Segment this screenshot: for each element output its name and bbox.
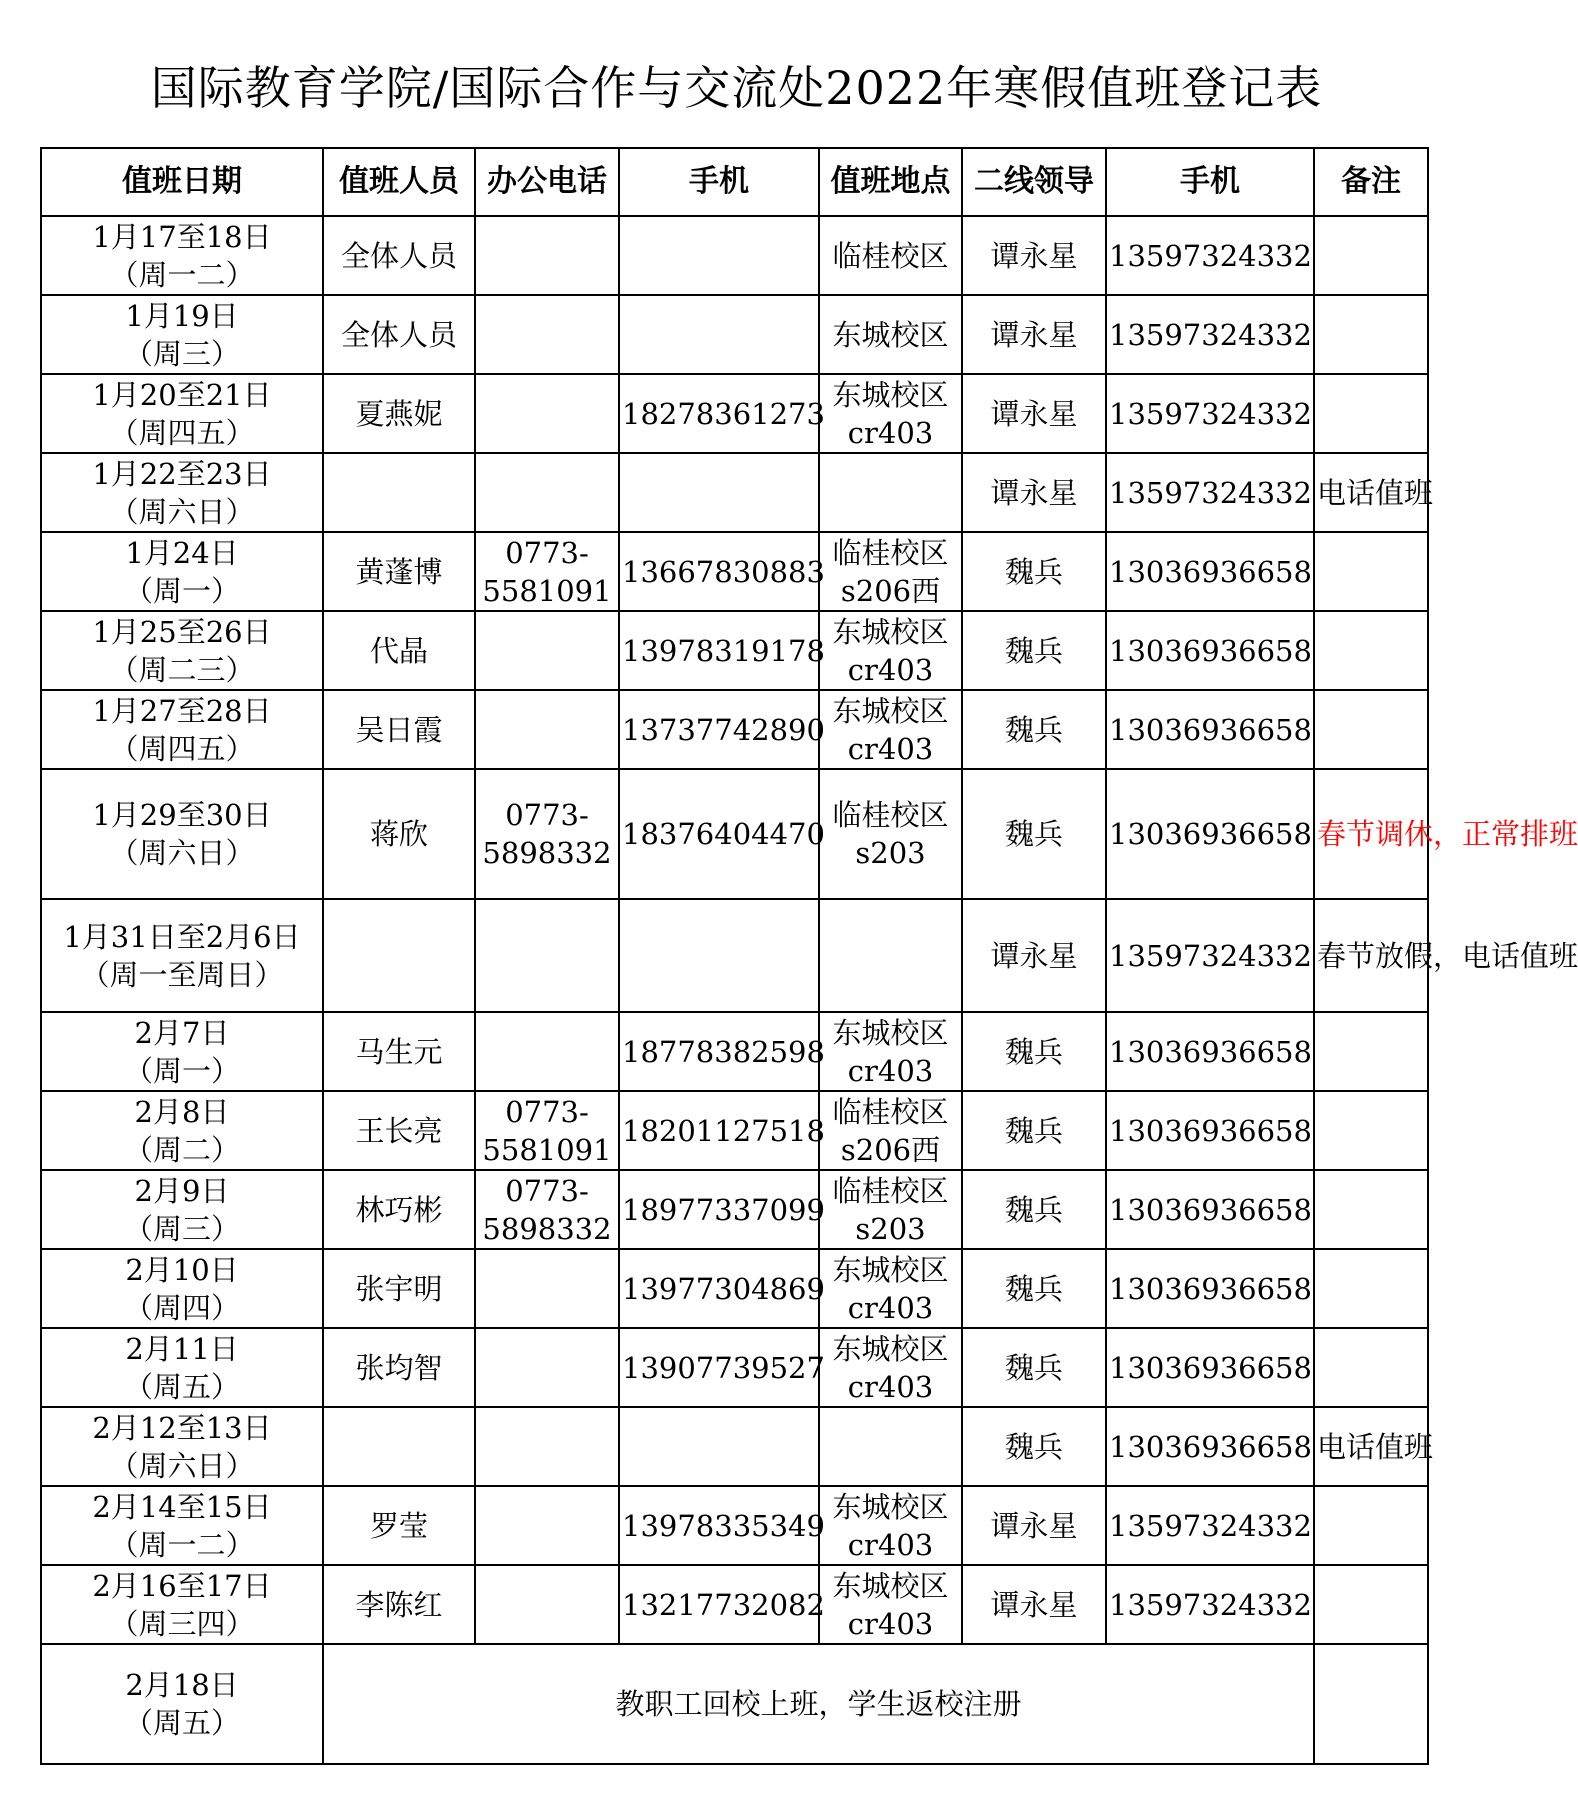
location-room: s206西	[840, 1132, 941, 1167]
table-row	[41, 1486, 1428, 1565]
date-cell	[41, 899, 323, 1012]
note-cell	[1314, 532, 1428, 611]
office-phone-cell	[475, 1328, 619, 1407]
office-phone-number: 5581091	[482, 1132, 612, 1167]
location-campus: 东城校区	[832, 1015, 949, 1050]
staff-cell: 罗莹	[323, 1486, 475, 1565]
date-text: 1月29至30日	[92, 798, 272, 832]
leader-cell: 谭永星	[962, 1565, 1106, 1644]
staff-cell: 吴日霞	[323, 690, 475, 769]
leader-mobile-cell: 13597324332	[1106, 453, 1314, 532]
note-cell	[1314, 216, 1428, 295]
table-row	[41, 1170, 1428, 1249]
location-cell	[819, 1565, 962, 1644]
weekday-text: （周四）	[123, 1290, 240, 1325]
date-cell	[41, 1565, 323, 1644]
staff-cell: 林巧彬	[323, 1170, 475, 1249]
staff-cell: 张宇明	[323, 1249, 475, 1328]
date-cell	[41, 611, 323, 690]
note-cell	[1314, 690, 1428, 769]
office-phone-number: 5898332	[482, 836, 612, 870]
mobile-cell: 13217732082	[619, 1565, 819, 1644]
note-cell	[1314, 611, 1428, 690]
leader-mobile-cell: 13036936658	[1106, 611, 1314, 690]
note-cell: 春节调休，正常排班	[1314, 769, 1428, 899]
header-location: 值班地点	[819, 148, 962, 216]
location-campus: 东城校区	[832, 1568, 949, 1603]
location-campus: 临桂校区	[832, 1094, 949, 1129]
date-text: 1月20至21日	[92, 377, 272, 412]
leader-mobile-cell: 13036936658	[1106, 769, 1314, 899]
date-text: 1月31日至2月6日	[63, 919, 301, 954]
duty-table-body	[41, 216, 1578, 1764]
weekday-text: （周四五）	[109, 415, 255, 450]
leader-mobile-cell: 13597324332	[1106, 216, 1314, 295]
location-cell	[819, 374, 962, 453]
date-text: 1月25至26日	[92, 614, 272, 649]
mobile-cell: 18778382598	[619, 1012, 819, 1091]
office-phone-number: 5898332	[482, 1211, 612, 1246]
staff-cell: 夏燕妮	[323, 374, 475, 453]
staff-cell	[323, 1407, 475, 1486]
office-phone-cell	[475, 1012, 619, 1091]
location-campus: 临桂校区	[832, 535, 949, 570]
location-room: cr403	[847, 1369, 934, 1404]
leader-mobile-cell: 13036936658	[1106, 532, 1314, 611]
date-cell	[41, 1249, 323, 1328]
location-room: s203	[855, 1211, 926, 1246]
header-leader: 二线领导	[962, 148, 1106, 216]
leader-cell: 魏兵	[962, 611, 1106, 690]
date-text: 1月24日	[125, 535, 239, 570]
date-cell	[41, 1170, 323, 1249]
table-row	[41, 532, 1428, 611]
mobile-cell: 13977304869	[619, 1249, 819, 1328]
office-phone-number: 5581091	[482, 573, 612, 608]
header-leader-mobile: 手机	[1106, 148, 1314, 216]
date-text: 2月9日	[134, 1173, 230, 1208]
note-cell: 电话值班	[1314, 453, 1428, 532]
leader-mobile-cell: 13597324332	[1106, 1486, 1314, 1565]
office-phone-cell	[475, 1486, 619, 1565]
office-phone-cell	[475, 1170, 619, 1249]
staff-cell	[323, 453, 475, 532]
location-campus: 东城校区	[832, 1252, 949, 1287]
table-row	[41, 374, 1428, 453]
date-cell	[41, 532, 323, 611]
note-cell	[1314, 1644, 1428, 1764]
date-text: 1月17至18日	[92, 219, 272, 254]
leader-mobile-cell: 13597324332	[1106, 899, 1314, 1012]
staff-cell: 王长亮	[323, 1091, 475, 1170]
table-row	[41, 769, 1428, 899]
mobile-cell: 13907739527	[619, 1328, 819, 1407]
weekday-text: （周六日）	[109, 1448, 255, 1483]
mobile-cell: 18977337099	[619, 1170, 819, 1249]
header-mobile: 手机	[619, 148, 819, 216]
office-phone-cell	[475, 769, 619, 899]
note-cell	[1314, 1565, 1428, 1644]
office-phone-area: 0773-	[505, 1173, 589, 1208]
note-cell	[1314, 1170, 1428, 1249]
weekday-text: （周一）	[123, 573, 240, 608]
location-room: cr403	[847, 1290, 934, 1325]
mobile-cell: 13978319178	[619, 611, 819, 690]
date-cell	[41, 374, 323, 453]
weekday-text: （周二三）	[109, 652, 255, 687]
location-campus: 东城校区	[832, 614, 949, 649]
office-phone-cell	[475, 690, 619, 769]
location-room: cr403	[847, 652, 934, 687]
leader-cell: 谭永星	[962, 216, 1106, 295]
header-staff: 值班人员	[323, 148, 475, 216]
staff-cell: 全体人员	[323, 295, 475, 374]
leader-cell: 谭永星	[962, 453, 1106, 532]
location-cell	[819, 216, 962, 295]
staff-cell: 黄蓬博	[323, 532, 475, 611]
table-row-final	[41, 1644, 1428, 1764]
location-room: s206西	[840, 573, 941, 608]
note-cell	[1314, 1328, 1428, 1407]
weekday-text: （周三）	[123, 1211, 240, 1246]
table-row	[41, 216, 1428, 295]
office-phone-area: 0773-	[505, 1094, 589, 1129]
staff-cell: 代晶	[323, 611, 475, 690]
header-row	[41, 148, 1428, 216]
date-cell	[41, 769, 323, 899]
table-row	[41, 899, 1428, 1012]
location-room: cr403	[847, 1606, 934, 1641]
location-campus: 东城校区	[832, 377, 949, 412]
page-title: 国际教育学院/国际合作与交流处2022年寒假值班登记表	[150, 61, 1323, 115]
leader-cell: 魏兵	[962, 1249, 1106, 1328]
leader-mobile-cell: 13036936658	[1106, 1249, 1314, 1328]
location-cell	[819, 899, 962, 1012]
staff-cell: 马生元	[323, 1012, 475, 1091]
header-date: 值班日期	[41, 148, 323, 216]
staff-cell: 张均智	[323, 1328, 475, 1407]
weekday-text: （周一）	[123, 1053, 240, 1088]
leader-cell: 谭永星	[962, 295, 1106, 374]
table-row	[41, 1407, 1428, 1486]
leader-mobile-cell: 13036936658	[1106, 1328, 1314, 1407]
weekday-text: （周一至周日）	[80, 957, 284, 992]
weekday-text: （周六日）	[109, 494, 255, 529]
location-cell	[819, 1328, 962, 1407]
leader-mobile-cell: 13036936658	[1106, 690, 1314, 769]
date-cell	[41, 690, 323, 769]
location-cell	[819, 1091, 962, 1170]
date-cell	[41, 1091, 323, 1170]
leader-cell: 魏兵	[962, 1170, 1106, 1249]
note-cell	[1314, 1012, 1428, 1091]
leader-cell: 魏兵	[962, 532, 1106, 611]
office-phone-cell	[475, 453, 619, 532]
header-note: 备注	[1314, 148, 1428, 216]
leader-cell: 魏兵	[962, 1091, 1106, 1170]
office-phone-cell	[475, 1565, 619, 1644]
leader-cell: 魏兵	[962, 1012, 1106, 1091]
location-cell	[819, 295, 962, 374]
staff-cell: 蒋欣	[323, 769, 475, 899]
leader-mobile-cell: 13036936658	[1106, 1170, 1314, 1249]
leader-mobile-cell: 13036936658	[1106, 1012, 1314, 1091]
location-campus: 临桂校区	[832, 238, 949, 273]
location-cell	[819, 611, 962, 690]
note-cell	[1314, 1091, 1428, 1170]
office-phone-cell	[475, 611, 619, 690]
office-phone-cell	[475, 1091, 619, 1170]
leader-mobile-cell: 13597324332	[1106, 295, 1314, 374]
location-room: cr403	[847, 731, 934, 766]
table-row	[41, 1565, 1428, 1644]
mobile-cell: 13667830883	[619, 532, 819, 611]
table-row	[41, 453, 1428, 532]
location-cell	[819, 1486, 962, 1565]
note-cell	[1314, 1486, 1428, 1565]
leader-cell: 谭永星	[962, 374, 1106, 453]
office-phone-cell	[475, 532, 619, 611]
location-cell	[819, 453, 962, 532]
office-phone-area: 0773-	[505, 535, 589, 570]
staff-cell: 李陈红	[323, 1565, 475, 1644]
weekday-text: （周一二）	[109, 257, 255, 292]
location-cell	[819, 1170, 962, 1249]
note-cell	[1314, 1249, 1428, 1328]
office-phone-cell	[475, 899, 619, 1012]
weekday-text: （周五）	[123, 1369, 240, 1404]
date-text: 2月16至17日	[92, 1568, 272, 1603]
date-cell	[41, 1407, 323, 1486]
note-cell: 电话值班	[1314, 1407, 1428, 1486]
weekday-text: （周六日）	[109, 836, 255, 870]
leader-cell: 魏兵	[962, 769, 1106, 899]
location-campus: 东城校区	[832, 693, 949, 728]
table-row	[41, 295, 1428, 374]
location-room: cr403	[847, 415, 934, 450]
office-phone-cell	[475, 1249, 619, 1328]
office-phone-area: 0773-	[505, 798, 589, 832]
date-cell	[41, 1328, 323, 1407]
date-cell	[41, 1486, 323, 1565]
note-cell: 春节放假，电话值班	[1314, 899, 1428, 1012]
location-room: cr403	[847, 1527, 934, 1562]
location-cell	[819, 1012, 962, 1091]
location-cell	[819, 532, 962, 611]
staff-cell	[323, 899, 475, 1012]
mobile-cell	[619, 899, 819, 1012]
location-cell	[819, 1249, 962, 1328]
weekday-text: （周四五）	[109, 731, 255, 766]
office-phone-cell	[475, 216, 619, 295]
location-room: s203	[855, 836, 926, 870]
staff-cell: 全体人员	[323, 216, 475, 295]
table-row	[41, 1012, 1428, 1091]
table-row	[41, 1328, 1428, 1407]
weekday-text: （周三四）	[109, 1606, 255, 1641]
mobile-cell	[619, 216, 819, 295]
leader-cell: 魏兵	[962, 1407, 1106, 1486]
location-room: cr403	[847, 1053, 934, 1088]
location-campus: 东城校区	[832, 1489, 949, 1524]
leader-mobile-cell: 13597324332	[1106, 1565, 1314, 1644]
date-text: 1月22至23日	[92, 456, 272, 491]
leader-cell: 魏兵	[962, 690, 1106, 769]
location-cell	[819, 690, 962, 769]
table-row	[41, 1249, 1428, 1328]
weekday-text: （周五）	[123, 1706, 240, 1740]
duty-table	[40, 147, 1578, 1765]
note-cell	[1314, 295, 1428, 374]
note-cell	[1314, 374, 1428, 453]
table-row	[41, 1091, 1428, 1170]
date-text: 2月14至15日	[92, 1489, 272, 1524]
location-campus: 东城校区	[832, 1331, 949, 1366]
mobile-cell: 18278361273	[619, 374, 819, 453]
date-cell	[41, 1012, 323, 1091]
mobile-cell	[619, 295, 819, 374]
date-text: 2月18日	[125, 1668, 239, 1702]
weekday-text: （周二）	[123, 1132, 240, 1167]
date-text: 2月12至13日	[92, 1410, 272, 1445]
date-cell	[41, 1644, 323, 1764]
merged-notice-cell: 教职工回校上班，学生返校注册	[323, 1644, 1314, 1764]
leader-mobile-cell: 13597324332	[1106, 374, 1314, 453]
location-campus: 临桂校区	[832, 798, 949, 832]
date-text: 2月8日	[134, 1094, 230, 1129]
leader-cell: 谭永星	[962, 1486, 1106, 1565]
mobile-cell: 18201127518	[619, 1091, 819, 1170]
table-row	[41, 690, 1428, 769]
location-cell	[819, 769, 962, 899]
mobile-cell	[619, 1407, 819, 1486]
location-campus: 临桂校区	[832, 1173, 949, 1208]
header-office-phone: 办公电话	[475, 148, 619, 216]
location-cell	[819, 1407, 962, 1486]
leader-mobile-cell: 13036936658	[1106, 1091, 1314, 1170]
date-cell	[41, 216, 323, 295]
date-text: 2月11日	[125, 1331, 239, 1366]
leader-mobile-cell: 13036936658	[1106, 1407, 1314, 1486]
mobile-cell: 13737742890	[619, 690, 819, 769]
office-phone-cell	[475, 295, 619, 374]
leader-cell: 谭永星	[962, 899, 1106, 1012]
date-cell	[41, 453, 323, 532]
office-phone-cell	[475, 1407, 619, 1486]
date-text: 1月27至28日	[92, 693, 272, 728]
mobile-cell: 18376404470	[619, 769, 819, 899]
mobile-cell	[619, 453, 819, 532]
date-text: 2月10日	[125, 1252, 239, 1287]
date-cell	[41, 295, 323, 374]
table-row	[41, 611, 1428, 690]
leader-cell: 魏兵	[962, 1328, 1106, 1407]
date-text: 2月7日	[134, 1015, 230, 1050]
location-campus: 东城校区	[832, 317, 949, 352]
mobile-cell: 13978335349	[619, 1486, 819, 1565]
weekday-text: （周三）	[123, 336, 240, 371]
date-text: 1月19日	[125, 298, 239, 333]
weekday-text: （周一二）	[109, 1527, 255, 1562]
office-phone-cell	[475, 374, 619, 453]
